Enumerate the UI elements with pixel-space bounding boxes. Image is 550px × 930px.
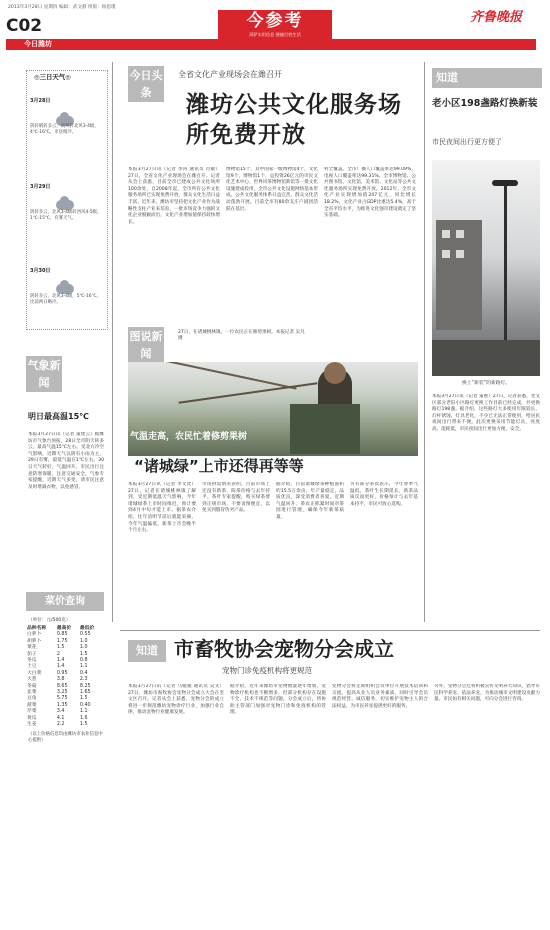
knowledge-tag: 知道 <box>432 68 542 88</box>
max-price: 3.25 <box>56 690 68 696</box>
table-header: 最低价 <box>79 626 95 631</box>
vegetable-name: 韭菜 <box>27 690 37 696</box>
lead-col-2: 博物馆15个，其中国家一级博物馆4个，文化馆9个，博物馆1个，总投资26亿元的市民文化艺术中心、世界风筝博物馆新馆等一批文化设施建成投用，全市公共文化设施网络基本形成。公共文化服务体系日益完善，群众文化活动蓬勃开展。目前全市有80余支庄户剧团活跃在基层。 <box>226 167 318 212</box>
section-banner-label: 今日潍坊 <box>24 40 52 48</box>
max-price: 1.5 <box>56 645 65 651</box>
table-header: 最高价 <box>56 626 72 631</box>
min-price: 0.40 <box>79 702 91 708</box>
weather-title: ◎三日天气◎ <box>34 73 71 81</box>
street-lamp-photo <box>432 160 540 376</box>
cloudy-icon <box>56 200 74 210</box>
weather-date: 3月30日 <box>30 268 51 274</box>
max-price: 5.75 <box>56 696 68 702</box>
vegetables-unit: （单位：元/500克） <box>28 618 71 623</box>
weather-forecast: 阴转多云，北风3-4级，5℃-16℃，比前两日略冷。 <box>30 294 101 305</box>
min-price: 0.8 <box>79 658 88 664</box>
vegetable-name: 芹菜 <box>27 709 37 715</box>
vegetable-name: 豆角 <box>27 696 37 702</box>
min-price: 1.5 <box>79 722 88 728</box>
weather-day-1 <box>30 98 104 135</box>
max-price: 4.1 <box>56 715 65 721</box>
vegetable-name: 冬菇 <box>27 683 37 689</box>
vegetables-tag: 菜价查询 <box>26 592 104 611</box>
vegetable-name: 黄瓜 <box>27 715 37 721</box>
date-line: 2013年3月28日 <box>8 5 43 10</box>
max-price: 3.4 <box>56 709 65 715</box>
pet-col-1: 本报3月27日讯（记者 马媛媛 通讯员 吴文）27日，潍坊市畜牧协会宠物分会成立大会在奎文区召开。记者从会上获悉，宠物分会的成立将进一步规范潍坊宠物诊疗行业，加强行业自律，推动宠物行业健康发展。 <box>128 684 224 716</box>
vegetable-name: 大葱 <box>27 677 37 683</box>
min-price: 0.4 <box>79 670 88 676</box>
column-slogan-1: 菏萨实用信息 <box>249 32 275 37</box>
column-divider <box>112 62 113 622</box>
vegetable-name: 土豆 <box>27 664 37 670</box>
section-banner <box>6 39 536 50</box>
max-price: 2 <box>56 651 60 657</box>
photo-col-4: 另有部分茶农表示，今年春季气温低，茶叶生长期延长，新茶品质反而更好，价格预计与去年基本持平，市民可放心选购。 <box>350 482 418 507</box>
lead-kicker: 全省文化产业现场会在潍召开 <box>178 70 282 79</box>
vegetable-name: 白萝卜 <box>27 632 42 638</box>
vegetable-name: 茄子 <box>27 651 37 657</box>
cloudy-icon <box>56 284 74 294</box>
min-price: 1.1 <box>79 664 88 670</box>
vegetable-price-table <box>26 626 102 729</box>
max-price: 1.4 <box>56 658 65 664</box>
vegetables-footnote: （以上价格信息均由潍坊市农业信息中心提供） <box>28 732 103 743</box>
pet-tag: 知道 <box>128 640 166 662</box>
vegetable-name: 菠菜 <box>27 702 37 708</box>
min-price: 1.0 <box>79 645 88 651</box>
pet-subhead: 宠物门诊免疫机构将更规范 <box>222 666 312 675</box>
table-header: 品种名称 <box>27 626 47 631</box>
vegetable-name: 大白菜 <box>27 670 42 676</box>
weekday: 星期四 <box>43 5 58 10</box>
min-price: 1.5 <box>79 651 88 657</box>
vegetable-name: 胡萝卜 <box>27 638 42 644</box>
weather-news-headline: 明日最高温15℃ <box>28 412 89 421</box>
min-price: 1.65 <box>79 690 91 696</box>
pet-headline: 市畜牧协会宠物分会成立 <box>174 637 394 661</box>
weather-date: 3月29日 <box>30 184 51 190</box>
min-price: 8.25 <box>79 683 91 689</box>
pet-col-3: 宠物分会将定期组织会员单位开展技术培训和交流，提高从业人员业务素质，同时引导会员规范经营、诚信服务，切实维护宠物主人的合法权益，为市民养宠提供更好的服务。 <box>332 684 428 709</box>
pet-col-2: 据介绍，近年来潍坊市宠物数量逐年增加，宠物诊疗机构也不断增多，但部分机构存在设施不全、技术不规范等问题。分会成立后，将协助主管部门加强对宠物门诊和免疫机构的管理。 <box>230 684 326 716</box>
weather-forecast: 阴转晴转多云，南风转北风3-4级，4℃-16℃，市县稍冷。 <box>30 124 99 135</box>
photo-col-1: 本报3月27日讯（记者 李文萱）27日，记者在诸城桃林镇了解到，受近期低温天气影响，今年诸城绿茶上市时间推迟，预计要到4月中旬才能上市。据茶农介绍，往年清明节前后就能采摘，今年气温偏低，新茶上市会晚半个月左右。 <box>128 482 196 534</box>
table-row <box>26 722 102 728</box>
max-price: 0.95 <box>56 670 68 676</box>
min-price: 0.55 <box>79 632 91 638</box>
weather-day-2 <box>30 184 104 221</box>
max-price: 8.65 <box>56 683 68 689</box>
photo-col-2: 市场供需情况表明，目前市场上还没有新茶，陈茶价格与去年持平。茶叶专家提醒，购买绿茶要到正规市场，不要贪图便宜，以免买到假冒伪劣产品。 <box>202 482 270 514</box>
lead-col-3: 村全覆盖。全市广播人口覆盖率达99.09%，电视人口覆盖率达99.31%。全市博物馆、公共图书馆、文化馆、美术馆、文化站等公共文化服务场所实现免费开放。2012年，全市文化产业实现增加值247亿元，同比增长18.2%，文化产业占GDP比重达5.4%，高于全省平均水平，为推进文化强市建设奠定了坚实基础。 <box>324 167 416 219</box>
column-title: 今参考 <box>246 11 304 31</box>
weather-news-body: 本报3月27日讯（记者 董建云）据潍坊市气象台预报，28日全市阴天转多云，最高气温15℃左右。受北方冷空气影响，近期天气以阴有小雨为主，29日有雾，最低气温在1℃左右。30日天气转好，气温回升，市民出行注意防寒保暖，注意交通安全。气象专家提醒，近期天气多变，请市民注意及时增减衣物，以免感冒。 <box>28 432 104 490</box>
photo-overlay-text: 气温走高，农民忙着修剪果树 <box>130 432 248 442</box>
farmer-pruning-photo <box>128 362 418 456</box>
vegetable-name: 冬瓜 <box>27 658 37 664</box>
masthead-dateline <box>8 4 188 11</box>
vegetable-name: 生姜 <box>27 722 37 728</box>
max-price: 2.2 <box>56 722 65 728</box>
max-price: 1.75 <box>56 638 68 644</box>
photo-caption: 27日，在诸城桃林镇，一位农民正在修剪果树。本报记者 吴凡 摄 <box>178 330 305 342</box>
pet-col-4: 另外，宠物分会还将积极宣传文明养犬知识，倡导市民科学养宠、依法养宠，为推动城市文明建设贡献力量。市民如有相关问题，可向分会进行咨询。 <box>434 684 540 703</box>
knowledge-subhead: 市民夜间出行更方便了 <box>432 138 502 146</box>
max-price: 1.4 <box>56 664 65 670</box>
weather-forecast: 阴转多云，北风3-4级转西风4-5级，1℃-15℃，有雾天气。 <box>30 210 102 221</box>
lead-col-1: 本报3月27日讯（记者 李涛 通讯员 肖敏）27日，全省文化产业现场会在潍召开。记者从会上获悉，目前全市已建成公共文化场所100余处，自2008年起，全市所有公共文化服务场所已实现免费开放，群众文化生活日益丰富。近年来，潍坊市坚持把文化产业作为战略性支柱产业来培育，一批市场竞争力强的文化企业脱颖而出，文化产业增加值保持较快增长。 <box>128 167 220 225</box>
min-price: 1.6 <box>79 715 88 721</box>
section-divider <box>120 630 540 631</box>
max-price: 1.35 <box>56 702 68 708</box>
vegetable-name: 菜花 <box>27 645 37 651</box>
designer: 组版：杨思瑾 <box>88 5 116 10</box>
page-code: C02 <box>6 16 43 36</box>
min-price: 2.3 <box>79 677 88 683</box>
min-price: 1.5 <box>79 696 88 702</box>
weather-news-tag: 气象新闻 <box>26 356 62 392</box>
column-title-box <box>218 10 332 40</box>
paper-name-logo: 齐鲁晚报 <box>470 10 523 25</box>
photo-headline: “诸城绿”上市还得再等等 <box>134 457 304 475</box>
column-slogan-2: 便捷百姓生活 <box>275 32 301 37</box>
editor: 编辑：武文静 <box>58 5 87 10</box>
weather-date: 3月28日 <box>30 98 51 104</box>
min-price: 1.1 <box>79 709 88 715</box>
lead-headline: 潍坊公共文化服务场所免费开放 <box>186 92 402 148</box>
min-price: 1.0 <box>79 638 88 644</box>
photo-news-tag: 图说新闻 <box>128 327 164 363</box>
lead-tag: 今日头条 <box>128 66 164 102</box>
max-price: 0.85 <box>56 632 68 638</box>
knowledge-headline: 老小区198盏路灯换新装 <box>432 98 538 109</box>
photo-col-3: 据介绍，目前诸城绿茶种植面积约15.5万余亩，年产量稳定，品质优良，深受消费者喜爱。近期气温回升，茶农正抓紧时间对茶园进行管理，确保今年新茶质量。 <box>276 482 344 520</box>
weather-day-3 <box>30 268 104 305</box>
max-price: 3.8 <box>56 677 65 683</box>
knowledge-photo-caption: 换上“新装”的新路灯。 <box>462 381 511 386</box>
knowledge-body: 本报3月27日讯（记者 董惠）27日，记者获悉，奎文区部分老旧小区路灯更换工作目前已经完成，共更换路灯198盏。据介绍，这些路灯大多使用年限较长，灯杆锈蚀、灯具老化，不少已无法正常使用，给居民夜间出行带来不便。此次更换采用节能灯具，亮度高、能耗低，市民夜间出行更加方便、安全。 <box>432 394 540 432</box>
column-divider <box>424 62 425 622</box>
